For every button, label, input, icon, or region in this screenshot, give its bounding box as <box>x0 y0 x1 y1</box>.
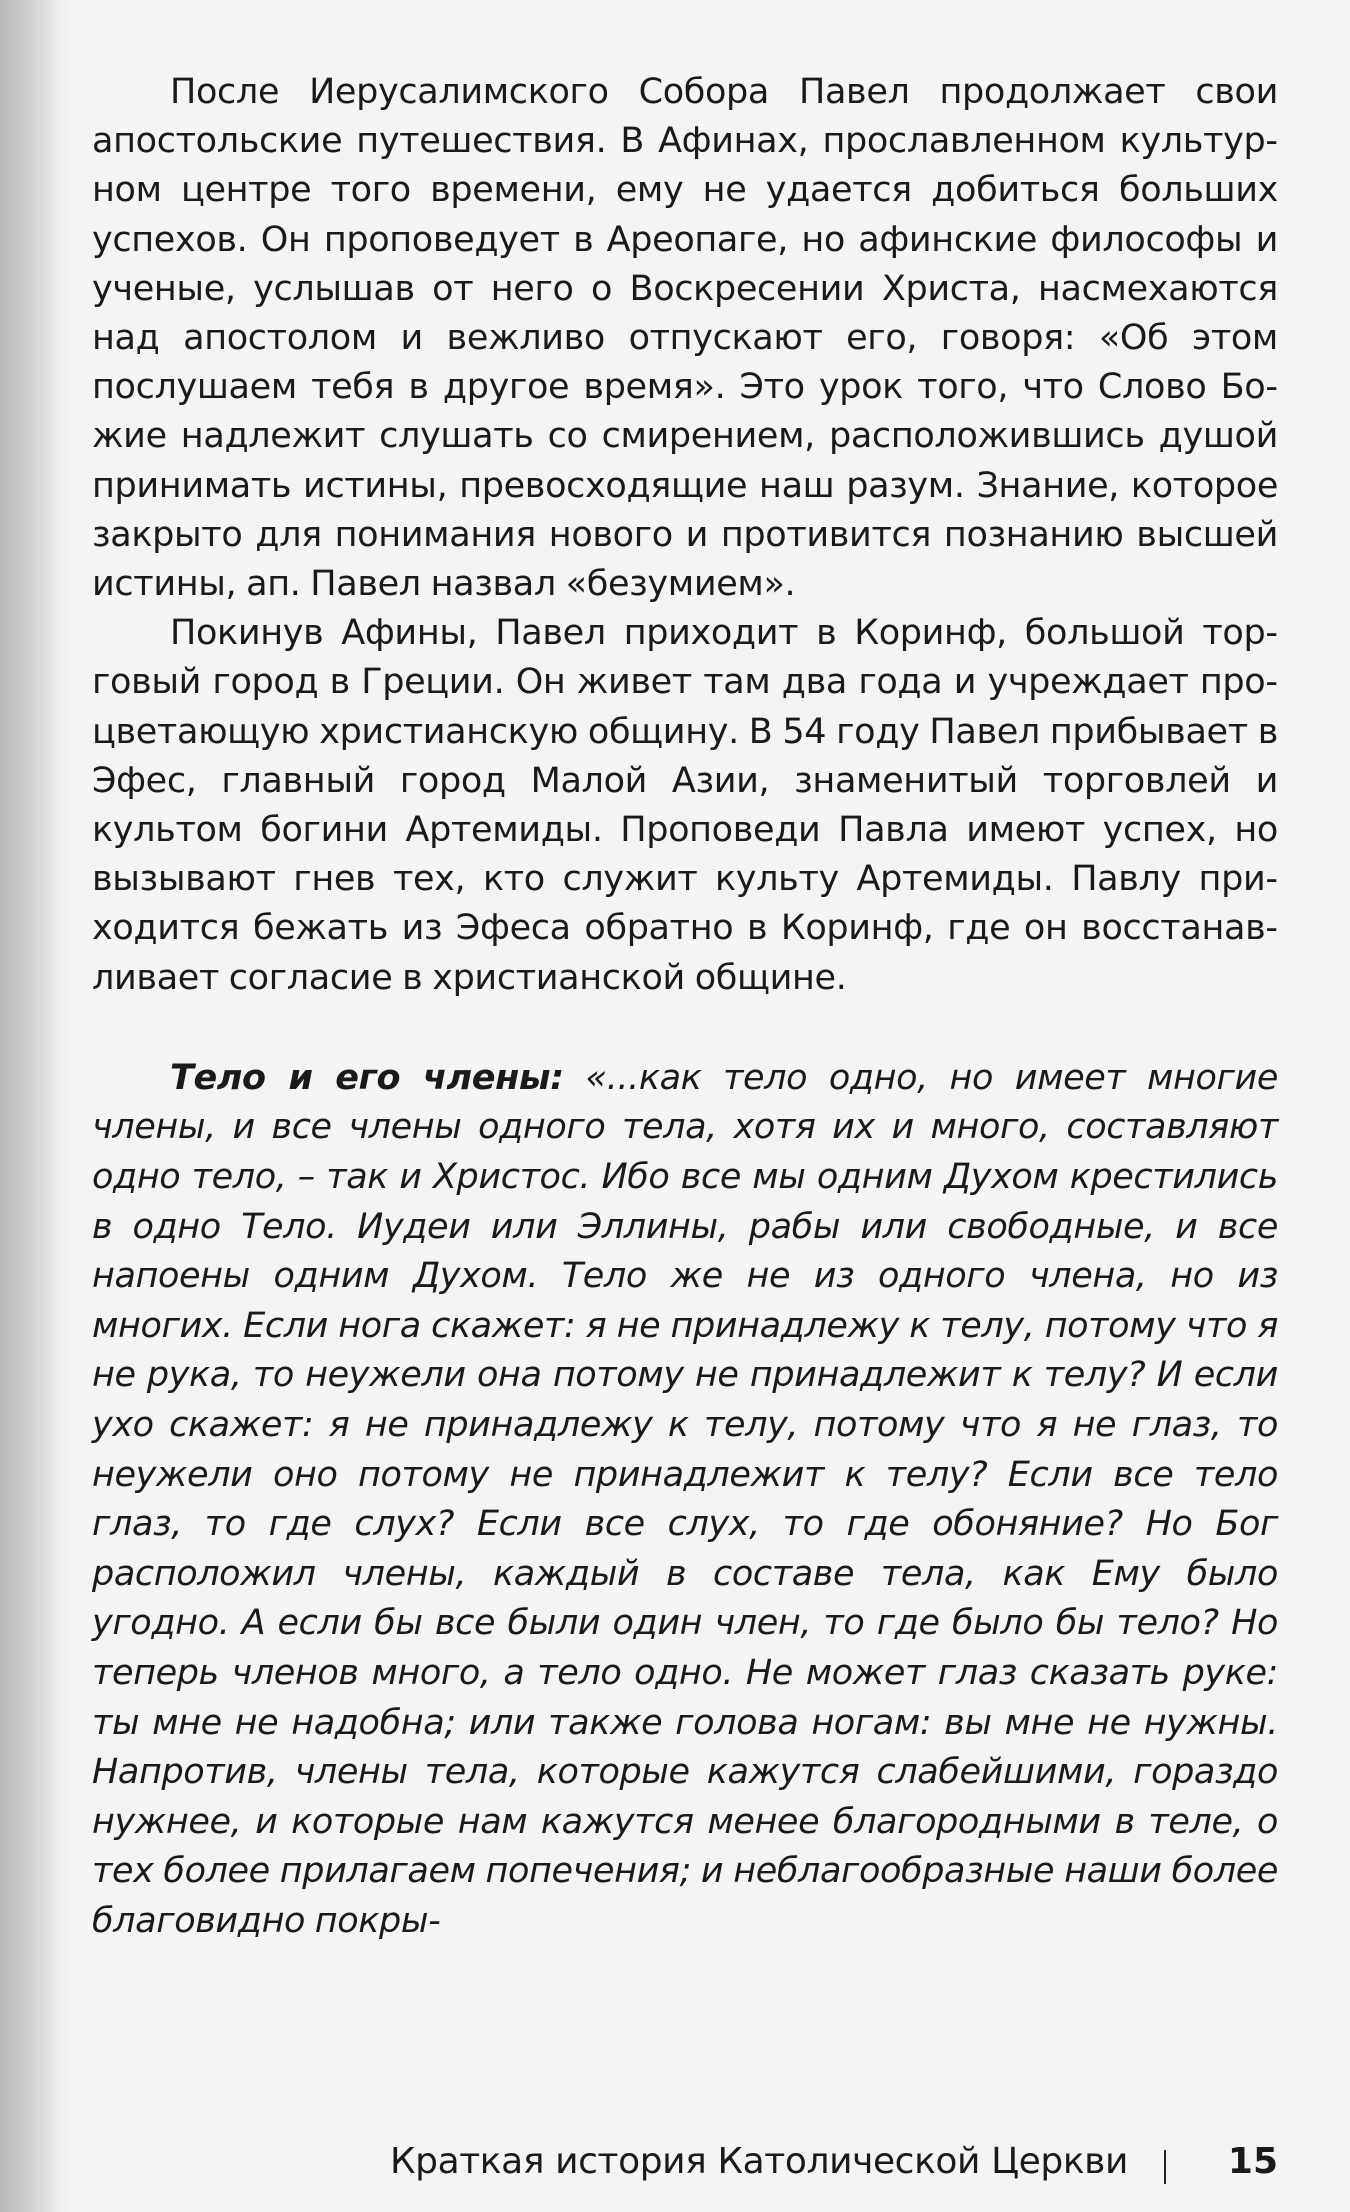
footer-divider <box>1164 2150 1166 2184</box>
page-number: 15 <box>1227 2141 1278 2182</box>
page-body <box>92 68 1278 1947</box>
paragraph-athens: После Иерусалимского Собора Павел продолжает свои апостольские путешествия. В Афинах, прославленном культурном центре того времени, ему не удается добиться больших успехов. Он проповедует в Ареопаге, но афинские философы и ученые, услышав от него о Воскресении Христа, насмехаются над апостолом и вежливо отпускают его, говоря: «Об этом послушаем тебя в другое время». Это урок того, что Слово Божие надлежит слушать со смирением, расположившись душой принимать истины, превосходящие наш разум. Знание, которое закрыто для понимания нового и противится познанию высшей истины, ап. Павел назвал «безумием». <box>92 72 1278 605</box>
paragraph-corinth-ephesus: Покинув Афины, Павел приходит в Коринф, большой торговый город в Греции. Он живет там два года и учреждает процветающую христианскую общину. В 54 году Павел прибывает в Эфес, главный город Малой Азии, знаменитый торговлей и культом богини Артемиды. Проповеди Павла имеют успех, но вызывают гнев тех, кто служит культу Артемиды. Павлу приходится бежать из Эфеса обратно в Коринф, где он восстанавливает согласие в христианской общине. <box>92 613 1278 998</box>
quote-text: «...как тело одно, но имеет многие члены, и все члены одного тела, хотя их и много, составляют одно тело, – так и Христос. Ибо все мы одним Духом крестились в одно Тело. Иудеи или Эллины, рабы или свободные, и все напоены одним Духом. Тело же не из одного члена, но из многих. Если нога скажет: я не принадлежу к телу, потому что я не рука, то неужели она потому не принадлежит к телу? И если ухо скажет: я не принадлежу к телу, потому что я не глаз, то неужели оно потому не принадлежит к телу? Если все тело глаз, то где слух? Если все слух, то где обоняние? Но Бог расположил члены, каждый в составе тела, как Ему было угодно. А если бы все были один член, то где было бы тело? Но теперь членов много, а тело одно. Не может глаз сказать руке: ты мне не надобна; или также голова ногам: вы мне не нужны. Напротив, члены тела, которые кажутся слабейшими, гораздо нужнее, и которые нам кажутся менее благородными в теле, о тех более прилагаем попечения; и неблагообразные наши более благовидно покры- <box>92 1057 1278 1941</box>
page-footer <box>92 2141 1278 2212</box>
quote-body-and-members <box>92 1054 1278 1947</box>
quote-title: Тело и его члены: <box>170 1057 564 1098</box>
scan-shadow-edge <box>0 0 70 2212</box>
book-title: Краткая история Католической Церкви <box>389 2141 1128 2182</box>
